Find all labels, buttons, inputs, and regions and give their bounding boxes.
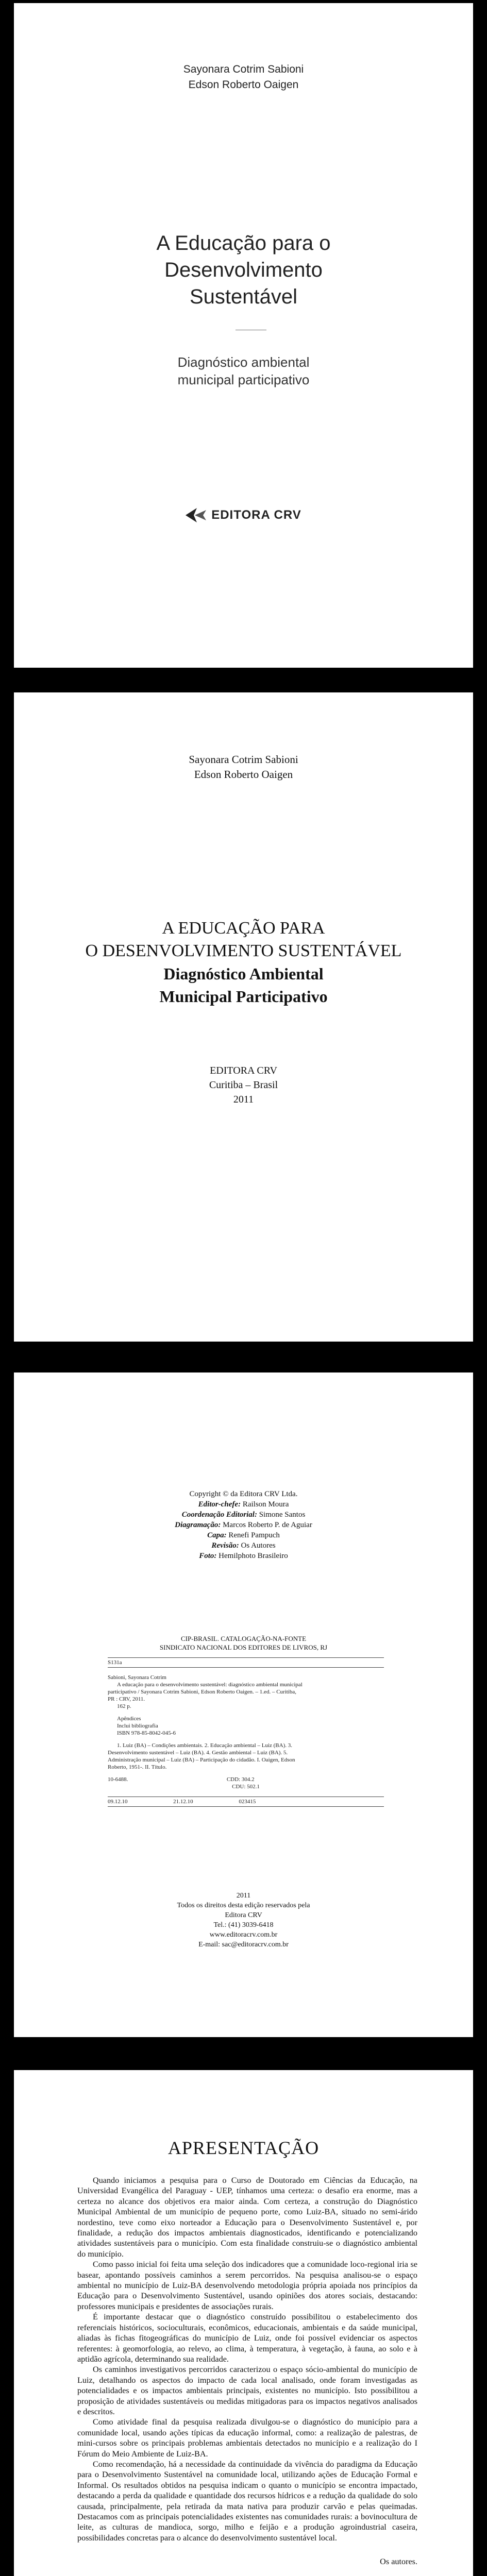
credit-line: [14, 1530, 473, 1540]
paragraph: Como atividade final da pesquisa realizada divulgou-se o diagnóstico do município para a comunidade local, usando ações típicas da educação informal, como: a realização de palestras, de mini-cursos sobre os principais problemas ambientais detectados no município e a realização do I Fórum do Meio Ambiente de Luiz-BA.: [77, 2417, 417, 2459]
rights-line: 2011: [236, 1892, 251, 1900]
subtitle-line: municipal participativo: [177, 372, 310, 387]
paragraph: É importante destacar que o diagnóstico construído possibilitou o estabelecimento dos referenciais históricos, socioculturais, econômicos, educacionais, ambientais e da saúde municipal, aliadas às fichas fitogeográficas do município de Luiz, onde foi possível evidenciar os aspectos referentes: à geomorfologia, ao relevo, ao clima, à temperatura, à vegetação, à fauna, ao solo e à aptidão agrícola, determinando sua realidade.: [77, 2312, 417, 2364]
cip-footer-date: 21.12.10: [173, 1799, 193, 1805]
cip-detail-line: Apêndices: [117, 1716, 141, 1722]
cip-number-row: [108, 1783, 384, 1790]
credit-label: Coordenação Editorial:: [181, 1511, 257, 1519]
subtitle-line: Diagnóstico ambiental: [177, 354, 310, 370]
cip-footer-code: 023415: [239, 1799, 256, 1805]
publisher-line: 2011: [233, 1094, 254, 1105]
cip-record: [108, 1656, 384, 1808]
credit-value: Os Autores: [241, 1541, 276, 1550]
cip-detail-line: Inclui bibliografia: [117, 1723, 158, 1729]
cip-detail-line: 162 p.: [117, 1703, 131, 1709]
signature: Os autores.: [380, 2557, 417, 2567]
cip-entry-line: A educação para o desenvolvimento sustentável: diagnóstico ambiental municipal: [117, 1682, 303, 1688]
credit-value: Hemilphoto Brasileiro: [219, 1552, 288, 1560]
cip-code: S131a: [108, 1659, 122, 1666]
publisher-line: Curitiba – Brasil: [209, 1079, 278, 1091]
credit-value: Railson Moura: [242, 1500, 289, 1509]
cip-rule: [108, 1806, 384, 1807]
presentation-body: [77, 2175, 417, 2567]
copyright-page: [14, 1372, 473, 2037]
paragraph: Como passo inicial foi feita uma seleção dos indicadores que a comunidade loco-regional iria se basear, apontando possíveis caminhos a serem percorridos. Na pesquisa analisou-se o espaço ambiental no município de Luiz-BA desenvolvendo metodologia própria apoiada nos princípios da Educação para o Desenvolvimento Sustentável, usando opiniões dos atores sociais, destacando: professores municipais e presidentes de associações rurais.: [77, 2260, 417, 2311]
credit-label: Capa:: [207, 1531, 227, 1539]
title-page: [14, 692, 473, 1342]
author-name: Sayonara Cotrim Sabioni: [183, 63, 304, 75]
credit-line: [14, 1551, 473, 1561]
credits: [14, 1489, 473, 1561]
rights-line: www.editoracrv.com.br: [209, 1931, 278, 1939]
cip-heading: [14, 1634, 473, 1652]
credit-value: Simone Santos: [259, 1511, 306, 1519]
cip-rule: [108, 1667, 384, 1668]
title-line: A Educação para o: [156, 232, 331, 255]
cip-entry-line: Sabioni, Sayonara Cotrim: [108, 1674, 166, 1681]
cip-heading-line: SINDICATO NACIONAL DOS EDITORES DE LIVROS, RJ: [159, 1643, 328, 1651]
title-line: O DESENVOLVIMENTO SUSTENTÁVEL: [85, 941, 402, 960]
crv-logo-icon: [186, 508, 206, 522]
cip-footer-date: 09.12.10: [108, 1799, 128, 1805]
title-page-authors: [14, 752, 473, 782]
credit-value: Renefi Pampuch: [228, 1531, 280, 1539]
author-name: Edson Roberto Oaigen: [194, 768, 293, 781]
credit-label: Foto:: [199, 1552, 217, 1560]
cip-heading-line: CIP-BRASIL. CATALOGAÇÃO-NA-FONTE: [180, 1635, 307, 1642]
cip-footer-row: [108, 1798, 384, 1805]
subtitle-line: Municipal Participativo: [159, 987, 328, 1006]
publisher-logo-text: EDITORA CRV: [211, 508, 301, 522]
credit-line: [14, 1540, 473, 1551]
cover-authors: [14, 62, 473, 93]
title-line: Desenvolvimento: [164, 259, 323, 281]
cover-page: [14, 3, 473, 668]
cip-cdd: CDD: 304.2: [226, 1776, 255, 1783]
rights-line: Tel.: (41) 3039-6418: [213, 1921, 274, 1929]
page-title: APRESENTAÇÃO: [167, 2138, 320, 2158]
publisher-logo: [14, 508, 473, 522]
cover-title: [14, 230, 473, 310]
cip-subject-line: Desenvolvimento sustentável – Luiz (BA). 4. Gestão ambiental – Luiz (BA). 5.: [108, 1750, 288, 1756]
presentation-page: [14, 2070, 473, 2576]
credit-label: Revisão:: [211, 1541, 239, 1550]
rights-line: Todos os direitos desta edição reservados pela: [177, 1902, 310, 1909]
cip-detail-line: ISBN 978-85-8042-045-6: [117, 1730, 176, 1736]
credit-label: Editor-chefe:: [198, 1500, 241, 1509]
credit-label: Diagramação:: [175, 1521, 221, 1529]
title-page-title: [14, 917, 473, 1008]
cip-entry-line: PR : CRV, 2011.: [108, 1696, 145, 1702]
credit-line: [14, 1520, 473, 1530]
cip-number-row: [108, 1776, 384, 1783]
paragraph: Quando iniciamos a pesquisa para o Curso de Doutorado em Ciências da Educação, na Universidad Evangélica del Paraguay - UEP, tínhamos uma certeza: o desafio era enorme, mas a certeza no alcance dos objetivos era maior ainda. Com certeza, a construção do Diagnóstico Municipal Ambiental de um município de pequeno porte, como Luiz-BA, situado no semi-árido nordestino, teve como eixo norteador a Educação para o Desenvolvimento Sustentável e, por finalidade, a redução dos impactos ambientais diagnosticados, identificando e potencializando atividades sustentáveis para o município. Com esta finalidade construiu-se o diagnóstico ambiental do município.: [77, 2176, 417, 2259]
cip-subject-line: 1. Luiz (BA) – Condições ambientais. 2. Educação ambiental – Luiz (BA). 3.: [117, 1742, 292, 1749]
cover-subtitle: [14, 353, 473, 388]
cip-cdu: CDU: 502.1: [232, 1784, 260, 1790]
rights-line: Editora CRV: [225, 1911, 262, 1919]
author-name: Edson Roberto Oaigen: [188, 79, 299, 91]
credit-value: Marcos Roberto P. de Aguiar: [223, 1521, 312, 1529]
subtitle-line: Diagnóstico Ambiental: [163, 964, 324, 983]
paragraph: Como recomendação, há a necessidade da continuidade da vivência do paradigma da Educação para o Desenvolvimento Sustentável na comunidade local, utilizando ações de Educação Formal e Informal. Os resultados obtidos na pesquisa indicam o quanto o município se encontra impactado, destacando a perda da qualidade e quantidade dos recursos hídricos e a redução da qualidade do solo causada, principalmente, pela retirada da mata nativa para produzir carvão e pelas queimadas. Destacamos com as principais potencialidades existentes nas comunidades rurais: a bovinocultura de leite, as culturas de mandioca, sorgo, milho e feijão e a produção agroindustrial caseira, possibilidades concretas para o alcance do desenvolvimento sustentável local.: [77, 2459, 417, 2543]
author-name: Sayonara Cotrim Sabioni: [189, 753, 298, 766]
credit-line: [14, 1499, 473, 1510]
publisher-info: [14, 1063, 473, 1107]
cip-number: 10-6488.: [108, 1776, 128, 1783]
cip-rule: [108, 1657, 384, 1658]
publisher-line: EDITORA CRV: [210, 1065, 277, 1076]
cip-entry-line: participativo / Sayonara Cotrim Sabioni, Edson Roberto Oaigen. – 1.ed. – Curitiba,: [108, 1689, 296, 1695]
title-line: Sustentável: [189, 285, 298, 308]
credit-line: [14, 1510, 473, 1520]
copyright-line: Copyright © da Editora CRV Ltda.: [189, 1490, 298, 1498]
rights-line: E-mail: sac@editoracrv.com.br: [198, 1941, 289, 1948]
rights-notice: [14, 1891, 473, 1950]
cip-subject-line: Roberto, 1951-. II. Título.: [108, 1764, 167, 1770]
title-line: A EDUCAÇÃO PARA: [162, 919, 325, 938]
cip-subject-line: Administração municipal – Luiz (BA) – Participação do cidadão. I. Oaigen, Edson: [108, 1757, 295, 1763]
paragraph: Os caminhos investigativos percorridos caracterizou o espaço sócio-ambiental do município de Luiz, detalhando os aspectos do impacto de cada local analisado, onde foram investigadas as potencialidades e os impactos ambientais principais, existentes no município. Isto possibilitou a proposição de atividades sustentáveis ou medidas mitigadoras para os impactos negativos analisados e descritos.: [77, 2365, 417, 2416]
